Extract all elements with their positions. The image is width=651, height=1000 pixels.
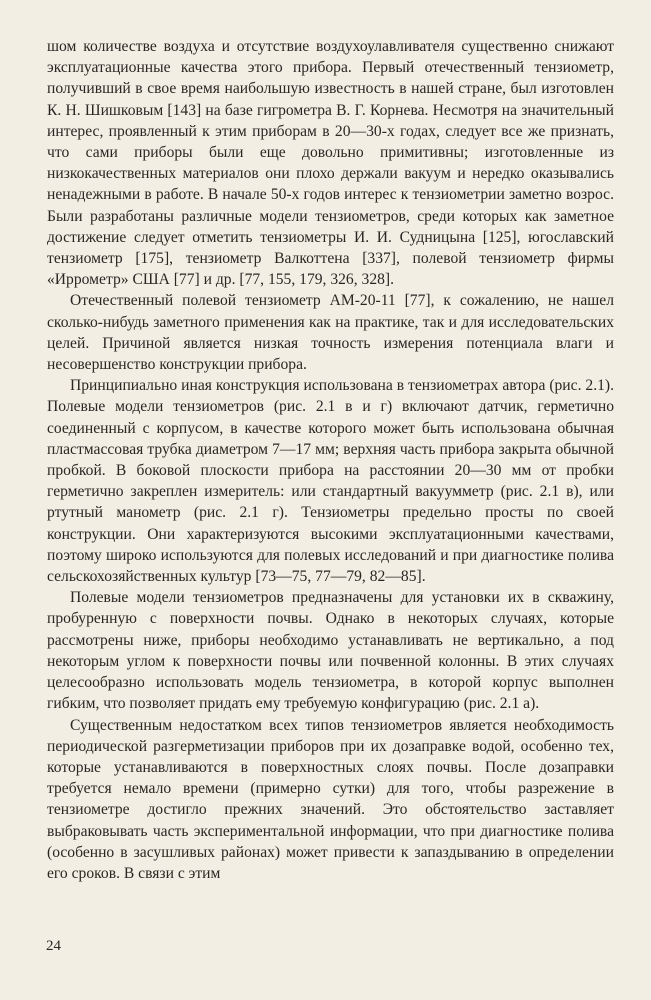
page-number: 24 [46,938,61,954]
paragraph-4: Полевые модели тензиометров предназначены для установки их в скважину, пробуренную с поверхности почвы. Однако в некоторых случаях, которые рассмотрены ниже, приборы необходимо устанавливать не вертикально, а под некоторым углом к поверхности почвы или почвенной колонны. В этих случаях целесообразно использовать модель тензиометра, в которой корпус выполнен гибким, что позволяет придать ему требуемую конфигурацию (рис. 2.1 а). [47,589,614,713]
paragraph-2: Отечественный полевой тензиометр АМ-20-11 [77], к сожалению, не нашел сколько-нибудь заметного применения как на практике, так и для исследовательских целей. Причиной является низкая точность измерения потенциала влаги и несовершенство конструкции прибора. [47,292,614,374]
paragraph-3: Принципиально иная конструкция использована в тензиометрах автора (рис. 2.1). Полевые модели тензиометров (рис. 2.1 в и г) включают датчик, герметично соединенный с корпусом, в качестве которого может быть использована обычная пластмассовая трубка диаметром 7—17 мм; верхняя часть прибора закрыта обычной пробкой. В боковой плоскости прибора на расстоянии 20—30 мм от пробки герметично закреплен измеритель: или стандартный вакуумметр (рис. 2.1 в), или ртутный манометр (рис. 2.1 г). Тензиометры предельно просты по своей конструкции. Они характеризуются высокими эксплуатационными качествами, поэтому широко используются для полевых исследований и при диагностике полива сельскохозяйственных культур [73—75, 77—79, 82—85]. [47,377,614,586]
paragraph-1: шом количестве воздуха и отсутствие воздухоулавливателя существенно снижают эксплуатационные качества этого прибора. Первый отечественный тензиометр, получивший в свое время наибольшую известность в нашей стране, был изготовлен К. Н. Шишковым [143] на базе гигрометра В. Г. Корнева. Несмотря на значительный интерес, проявленный к этим приборам в 20—30-х годах, следует все же признать, что сами приборы были еще довольно примитивны; изготовленные из низкокачественных материалов они плохо держали вакуум и нередко оказывались ненадежными в работе. В начале 50-х годов интерес к тензиометрии заметно возрос. Были разработаны различные модели тензиометров, среди которых как заметное достижение следует отметить тензиометры И. И. Судницына [125], югославский тензиометр [175], тензиометр Валкоттена [337], полевой тензиометр фирмы «Иррометр» США [77] и др. [77, 155, 179, 326, 328]. [47,38,614,289]
paragraph-5: Существенным недостатком всех типов тензиометров является необходимость периодической разгерметизации приборов при их дозаправке водой, особенно тех, которые устанавливаются в поверхностных слоях почвы. После дозаправки требуется немало времени (примерно сутки) для того, чтобы разрежение в тензиометре достигло прежних значений. Это обстоятельство заставляет выбраковывать часть экспериментальной информации, что при диагностике полива (особенно в засушливых районах) может привести к запаздыванию в определении его сроков. В связи с этим [47,716,614,882]
body-text [47,36,614,884]
